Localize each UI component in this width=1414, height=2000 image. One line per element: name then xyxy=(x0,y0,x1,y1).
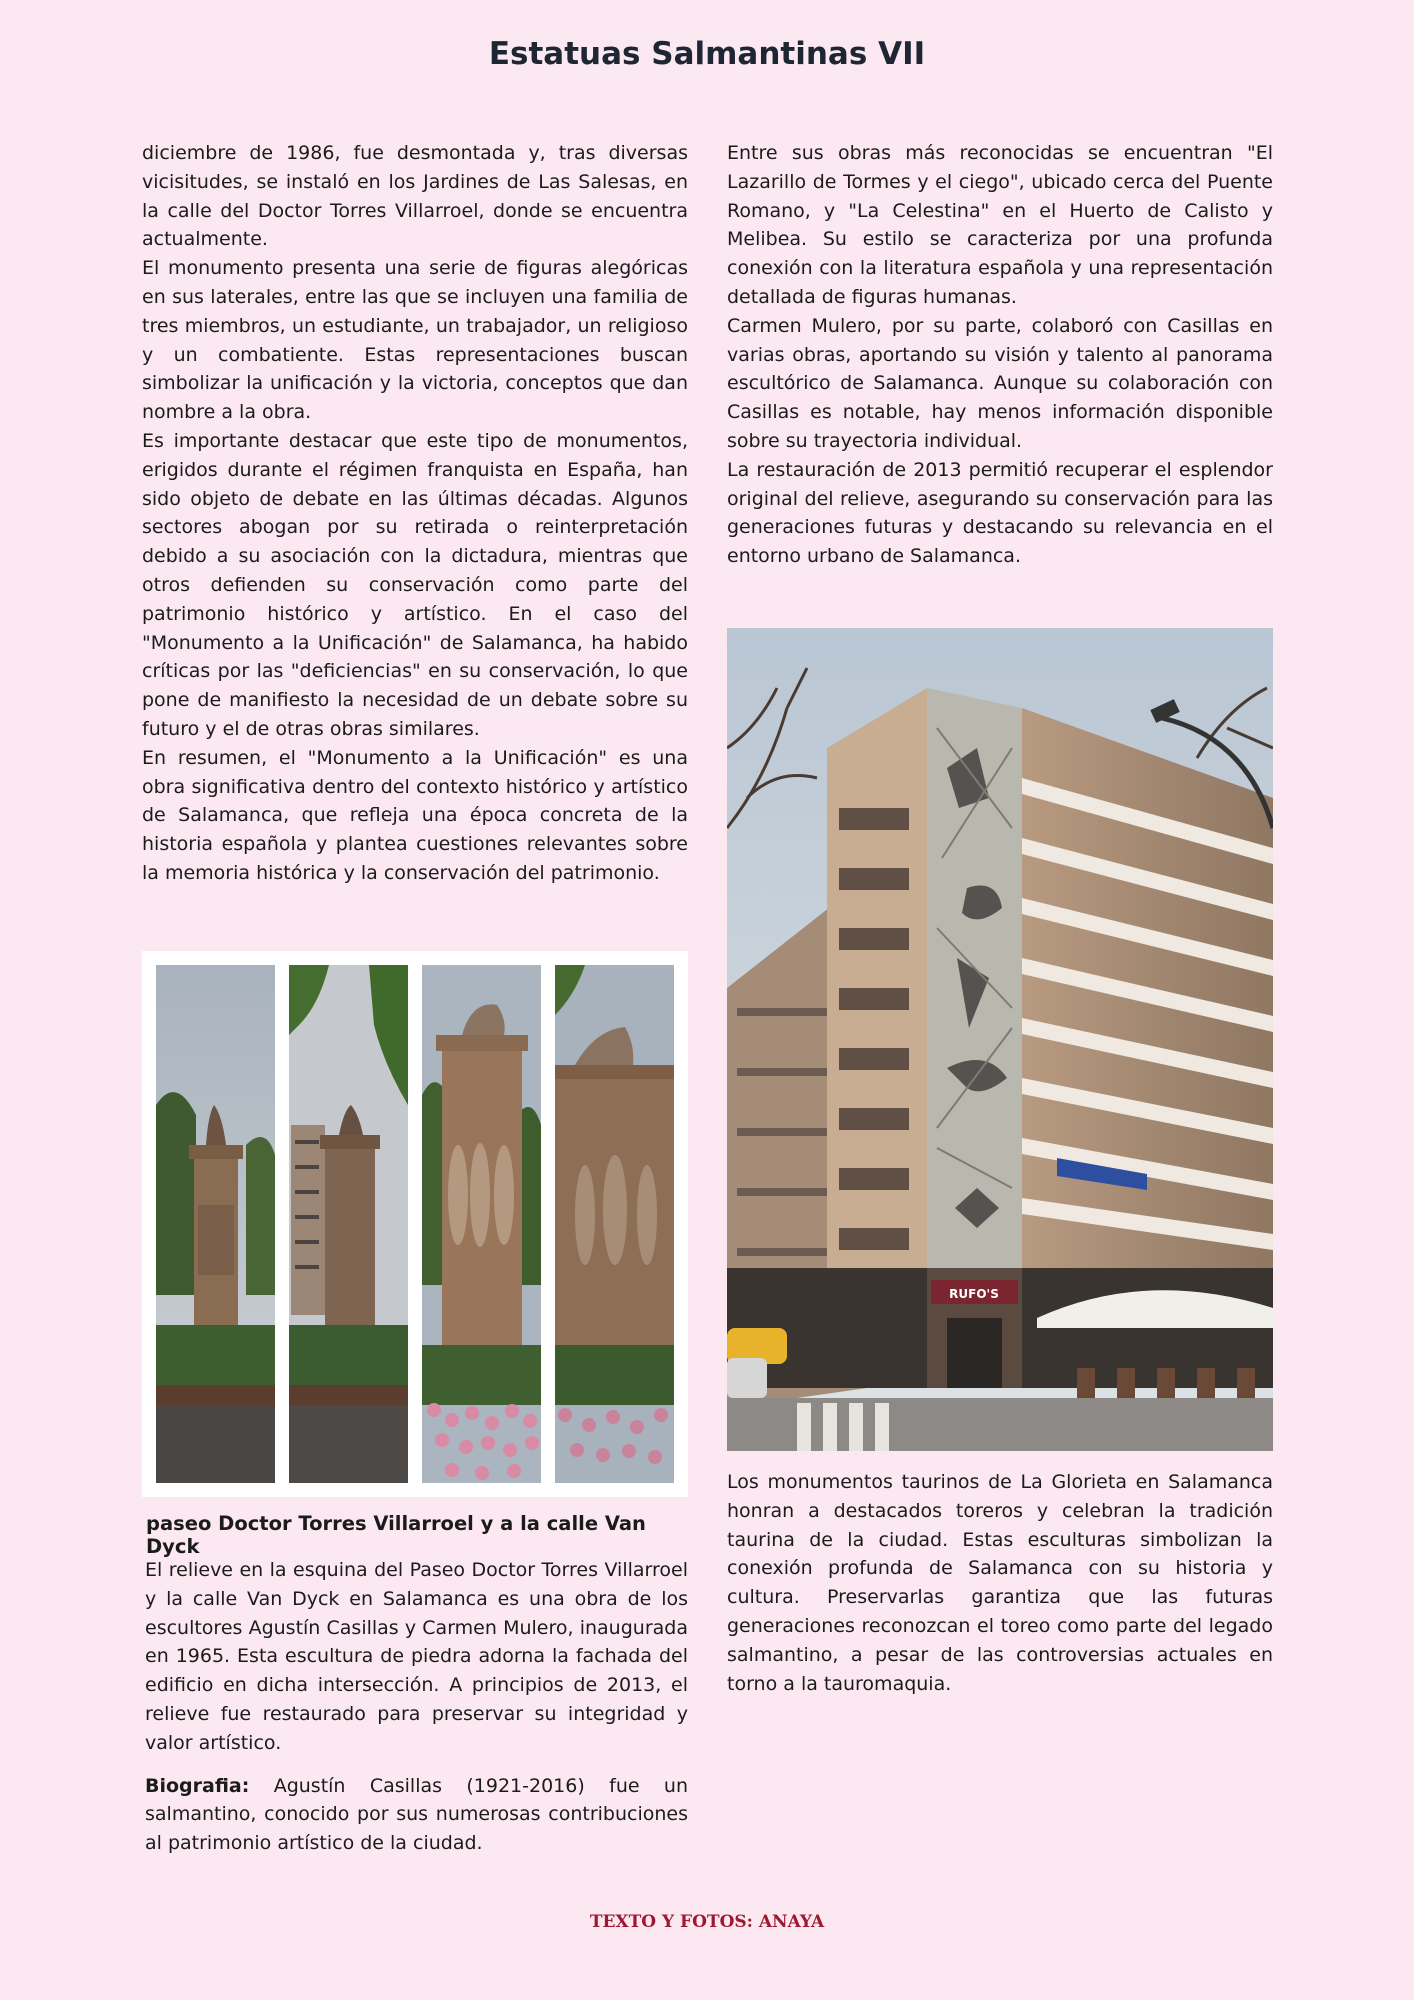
building-sign-text: RUFO'S xyxy=(949,1287,999,1301)
right-paragraph-1: Entre sus obras más reconocidas se encuentran "El Lazarillo de Tormes y el ciego", ubicado cerca del Puente Romano, y "La Celestina" en el Huerto de Calisto y Melibea. Su estilo se caracteriza por una profunda conexión con la literatura española y una representación detallada de figuras humanas. xyxy=(727,142,1273,308)
building-relief-photo xyxy=(727,628,1273,1451)
left-paragraph-1: diciembre de 1986, fue desmontada y, tras diversas vicisitudes, se instaló en los Jardines de Las Salesas, en la calle del Doctor Torres Villarroel, donde se encuentra actualmente. xyxy=(142,142,688,251)
section-text xyxy=(145,1556,688,1858)
monument-photo-strip-4 xyxy=(555,965,674,1483)
monument-photo-strip-1 xyxy=(156,965,275,1483)
section-heading: paseo Doctor Torres Villarroel y a la calle Van Dyck xyxy=(146,1512,646,1558)
left-paragraph-3: Es importante destacar que este tipo de monumentos, erigidos durante el régimen franquista en España, han sido objeto de debate en las últimas décadas. Algunos sectores abogan por su retirada o reinterpretación debido a su asociación con la dictadura, mientras que otros defienden su conservación como parte del patrimonio histórico y artístico. En el caso del "Monumento a la Unificación" de Salamanca, ha habido críticas por las "deficiencias" en su conservación, lo que pone de manifiesto la necesidad de un debate sobre su futuro y el de otras obras similares. xyxy=(142,429,688,740)
right-bottom-text xyxy=(727,1468,1273,1698)
footer-credit: TEXTO Y FOTOS: ANAYA xyxy=(589,1912,825,1932)
right-paragraph-3: La restauración de 2013 permitió recuperar el esplendor original del relieve, asegurando su conservación para las generaciones futuras y destacando su relevancia en el entorno urbano de Salamanca. xyxy=(727,458,1273,568)
page-title: Estatuas Salmantinas VII xyxy=(488,36,926,72)
right-paragraph-2: Carmen Mulero, por su parte, colaboró con Casillas en varias obras, aportando su visión y talento al panorama escultórico de Salamanca. Aunque su colaboración con Casillas es notable, hay menos información disponible sobre su trayectoria individual. xyxy=(727,314,1273,452)
right-column-text xyxy=(727,139,1273,571)
left-paragraph-2: El monumento presenta una serie de figuras alegóricas en sus laterales, entre las que se incluyen una familia de tres miembros, un estudiante, un trabajador, un religioso y un combatiente. Estas representaciones buscan simbolizar la unificación y la victoria, conceptos que dan nombre a la obra. xyxy=(142,257,688,424)
section-paragraph: El relieve en la esquina del Paseo Doctor Torres Villarroel y la calle Van Dyck en Salamanca es una obra de los escultores Agustín Casillas y Carmen Mulero, inaugurada en 1965. Esta escultura de piedra adorna la fachada del edificio en dicha intersección. A principios de 2013, el relieve fue restaurado para preservar su integridad y valor artístico. xyxy=(145,1559,688,1754)
monument-photo-strip-2 xyxy=(289,965,408,1483)
biography-paragraph xyxy=(145,1772,688,1858)
monument-photo-strip-3 xyxy=(422,965,541,1483)
right-bottom-paragraph: Los monumentos taurinos de La Glorieta en Salamanca honran a destacados toreros y celebran la tradición taurina de la ciudad. Estas esculturas simbolizan la conexión profunda de Salamanca con su historia y cultura. Preservarlas garantiza que las futuras generaciones reconozcan el toreo como parte del legado salmantino, a pesar de las controversias actuales en torno a la tauromaquia. xyxy=(727,1471,1273,1695)
left-column-text xyxy=(142,139,688,888)
left-paragraph-4: En resumen, el "Monumento a la Unificación" es una obra significativa dentro del contexto histórico y artístico de Salamanca, que refleja una época concreta de la historia española y plantea cuestiones relevantes sobre la memoria histórica y la conservación del patrimonio. xyxy=(142,746,688,884)
biography-text: Agustín Casillas (1921-2016) fue un salmantino, conocido por sus numerosas contribuciones al patrimonio artístico de la ciudad. xyxy=(145,1774,688,1855)
biography-label: Biografia: xyxy=(145,1774,250,1797)
monument-photo-collage xyxy=(142,951,688,1497)
